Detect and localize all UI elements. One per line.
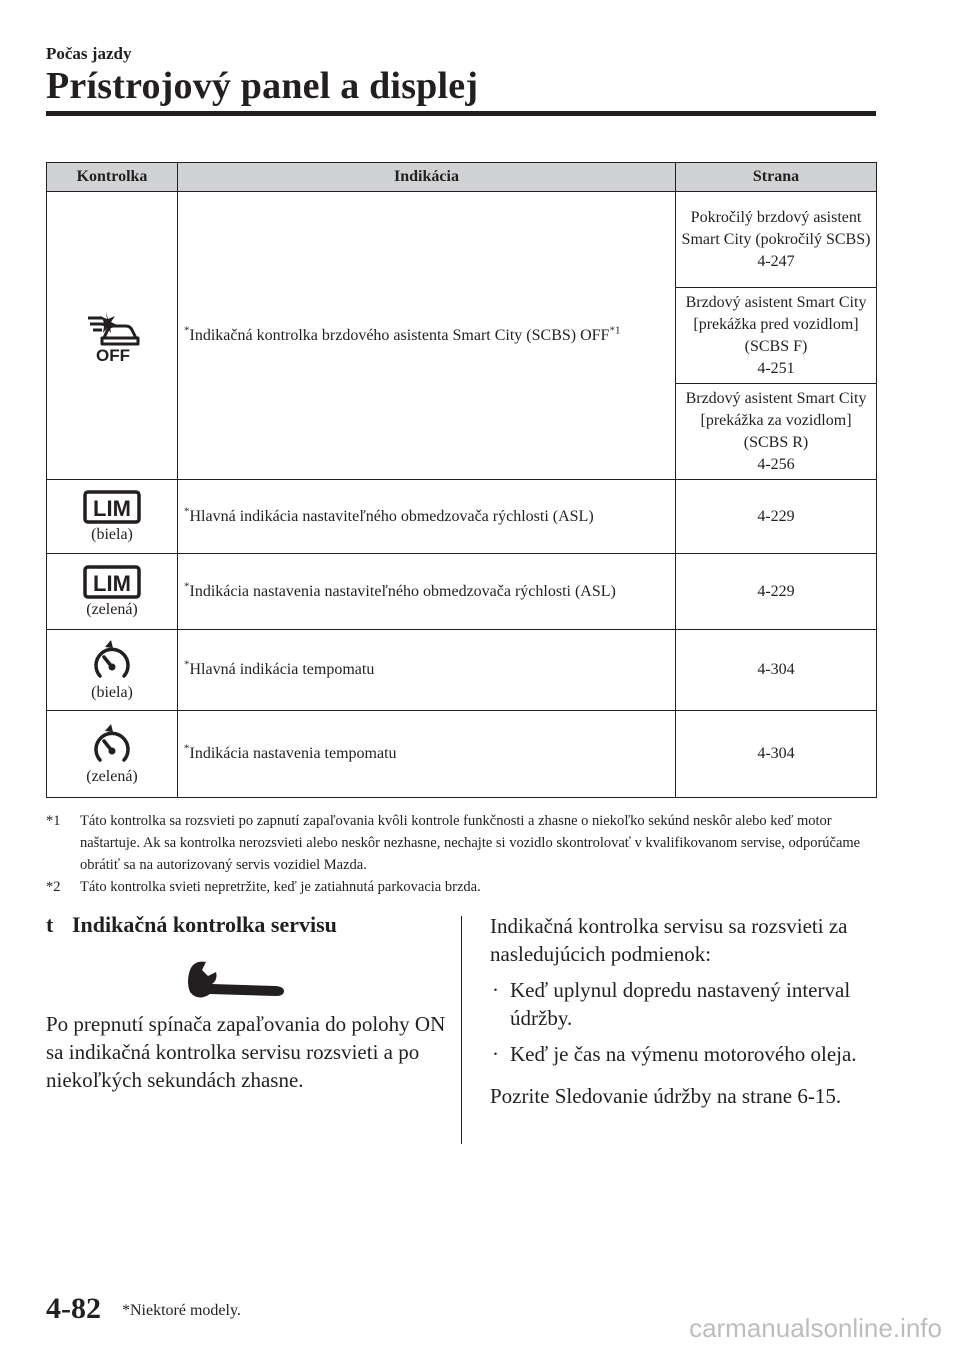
model-asterisk: *	[184, 658, 190, 671]
section-heading-text: Indikačná kontrolka servisu	[72, 912, 337, 937]
page-ref-number: 4-247	[757, 252, 795, 270]
list-item-text: Keď uplynul dopredu nastavený interval údržby.	[510, 978, 851, 1030]
icon-cell	[47, 630, 178, 711]
service-conditions	[490, 912, 880, 1110]
cruise-control-icon	[90, 638, 134, 682]
lim-label: LIM	[93, 495, 131, 521]
indicator-table	[46, 162, 877, 798]
footnote-text: Táto kontrolka svieti nepretržite, keď je zatiahnutá parkovacia brzda.	[80, 879, 481, 895]
column-divider	[461, 916, 462, 1144]
watermark: carmanualsonline.info	[689, 1313, 942, 1343]
bullet-mark: ·	[492, 978, 499, 1002]
conditions-intro: Indikačná kontrolka servisu sa rozsvieti za nasledujúcich podmienok:	[490, 914, 848, 966]
reference-text: Pozrite Sledovanie údržby na strane 6-15.	[490, 1084, 842, 1108]
scbs-off-icon	[84, 310, 140, 362]
page-number-cell: 4-229	[676, 554, 877, 630]
list-item	[490, 976, 880, 1032]
icon-color-caption: (zelená)	[86, 600, 138, 618]
column-header-kontrolka: Kontrolka	[47, 163, 178, 192]
indicator-description-text: Indikácia nastavenia tempomatu	[189, 745, 397, 762]
icon-color-caption: (biela)	[91, 684, 133, 701]
icon-cell	[47, 192, 178, 480]
page-ref-number: 4-256	[757, 455, 795, 473]
list-item	[490, 1040, 880, 1068]
scbs-description-text: Indikačná kontrolka brzdového asistenta Smart City (SCBS) OFF	[189, 326, 610, 344]
lim-label: LIM	[93, 570, 131, 596]
page-number-cell: 4-229	[676, 480, 877, 554]
footnote	[46, 810, 876, 876]
indicator-description	[178, 554, 676, 630]
table-row	[47, 630, 877, 711]
page-ref-number: 4-251	[757, 359, 795, 377]
indicator-description	[178, 630, 676, 711]
footnotes	[46, 810, 876, 898]
indicator-description-text: Indikácia nastavenia nastaviteľného obmedzovača rýchlosti (ASL)	[189, 582, 616, 600]
page-title: Prístrojový panel a displej	[46, 65, 479, 107]
table-row	[47, 554, 877, 630]
wrench-icon	[184, 958, 288, 1004]
page-cell	[676, 192, 877, 288]
model-asterisk: *	[184, 580, 190, 593]
column-header-indikacia: Indikácia	[178, 163, 676, 192]
footnote-text: Táto kontrolka sa rozsvieti po zapnutí zapaľovania kvôli kontrole funkčnosti a zhasne o niekoľko sekúnd neskôr alebo keď motor naštartuje. Ak sa kontrolka nerozsvieti alebo neskôr nezhasne, nechajte si vozidlo skontrolovať v kvalifikovanom servise, odporúčame obrátiť sa na autorizovaný servis vozidiel Mazda.	[80, 813, 861, 873]
scbs-off-label: OFF	[96, 345, 130, 362]
section-label: Počas jazdy	[46, 44, 132, 63]
page-cell	[676, 288, 877, 384]
footnote-mark: *1	[46, 813, 61, 829]
section-marker: t	[46, 912, 54, 937]
scbs-description	[178, 192, 676, 480]
footnote	[46, 876, 876, 898]
table-row	[47, 192, 877, 288]
table-header-row	[47, 163, 877, 192]
title-rule	[46, 111, 876, 116]
lim-speed-limiter-icon	[83, 565, 141, 599]
page-number-cell: 4-304	[676, 630, 877, 711]
column-header-strana: Strana	[676, 163, 877, 192]
indicator-description	[178, 480, 676, 554]
icon-cell	[47, 711, 178, 798]
table-row	[47, 711, 877, 798]
indicator-description-text: Hlavná indikácia tempomatu	[189, 661, 375, 678]
lim-speed-limiter-icon	[83, 490, 141, 524]
indicator-description-text: Hlavná indikácia nastaviteľného obmedzovača rýchlosti (ASL)	[189, 507, 594, 525]
icon-color-caption: (zelená)	[86, 768, 138, 785]
model-asterisk: *	[184, 505, 190, 518]
model-asterisk: *	[184, 324, 190, 337]
bullet-mark: ·	[492, 1042, 499, 1066]
page-ref-title: Brzdový asistent Smart City [prekážka pred vozidlom] (SCBS F)	[685, 293, 867, 355]
page-ref-title: Brzdový asistent Smart City [prekážka za vozidlom] (SCBS R)	[685, 389, 867, 451]
service-description: Po prepnutí spínača zapaľovania do polohy ON sa indikačná kontrolka servisu rozsvieti a po niekoľkých sekundách zhasne.	[46, 1012, 446, 1092]
icon-color-caption: (biela)	[91, 525, 133, 543]
section-heading	[46, 912, 337, 938]
model-asterisk: *	[184, 742, 190, 755]
icon-cell	[47, 554, 178, 630]
indicator-description	[178, 711, 676, 798]
footnote-mark: *2	[46, 879, 61, 895]
icon-cell	[47, 480, 178, 554]
table-row	[47, 480, 877, 554]
footnote-ref: *1	[609, 324, 621, 337]
page-ref-title: Pokročilý brzdový asistent Smart City (pokročilý SCBS)	[681, 208, 871, 248]
list-item-text: Keď je čas na výmenu motorového oleja.	[510, 1042, 857, 1066]
page-cell	[676, 384, 877, 480]
page-number-cell: 4-304	[676, 711, 877, 798]
models-note: *Niektoré modely.	[122, 1302, 241, 1319]
cruise-control-icon	[90, 722, 134, 766]
page-number: 4-82	[46, 1292, 101, 1325]
